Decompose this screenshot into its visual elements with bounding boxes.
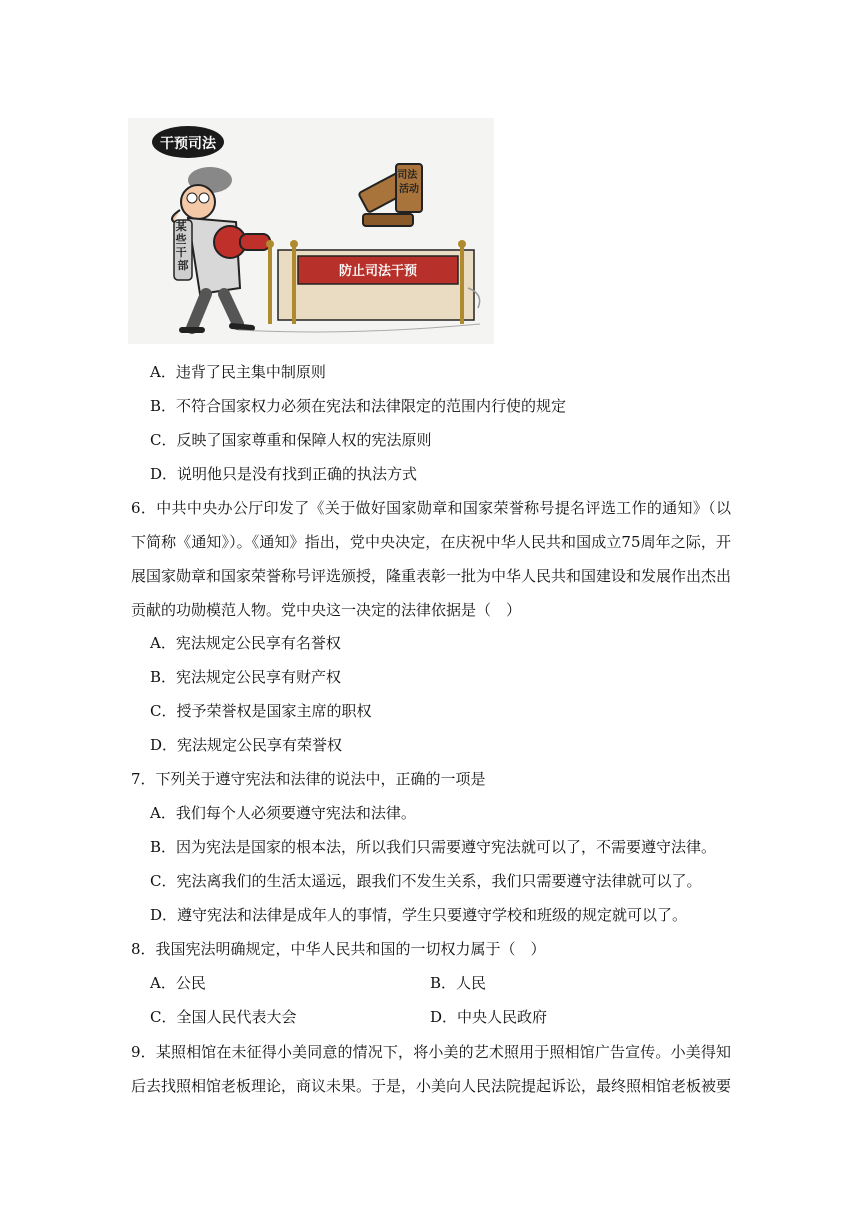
q8-stem: 8．我国宪法明确规定，中华人民共和国的一切权力属于（ ） xyxy=(131,940,546,958)
q6-option-a: A．宪法规定公民享有名誉权 xyxy=(150,634,341,652)
q5-option-a: A．违背了民主集中制原则 xyxy=(150,363,326,381)
q6-stem: 6．中共中央办公厅印发了《关于做好国家勋章和国家荣誉称号提名评选工作的通知》（以下简称《通知》）。《通知》指出，党中央决定，在庆祝中华人民共和国成立75周年之际，开展国家勋章和国家荣誉称号评选颁授，隆重表彰一批为中华人民共和国建设和发展作出杰出贡献的功勋模范人物。党中央这一决定的法律依据是（ ） xyxy=(131,499,732,619)
cartoon-illustration xyxy=(128,118,494,344)
q8-option-c: C．全国人民代表大会 xyxy=(150,1008,297,1026)
badge-text: 某 些 干 部 xyxy=(175,220,189,272)
q7-option-d: D．遵守宪法和法律是成年人的事情，学生只要遵守学校和班级的规定就可以了。 xyxy=(150,906,688,924)
q7-stem: 7．下列关于遵守宪法和法律的说法中，正确的一项是 xyxy=(131,770,486,788)
q7-option-c: C．宪法离我们的生活太遥远，跟我们不发生关系，我们只需要遵守法律就可以了。 xyxy=(150,872,702,890)
q7-option-a: A．我们每个人必须要遵守宪法和法律。 xyxy=(150,804,416,822)
q7-option-b: B．因为宪法是国家的根本法，所以我们只需要遵守宪法就可以了，不需要遵守法律。 xyxy=(150,838,717,856)
q5-option-b: B．不符合国家权力必须在宪法和法律限定的范围内行使的规定 xyxy=(150,397,567,415)
svg-text:司法 活动: 司法 活动 xyxy=(397,170,419,195)
q6-option-b: B．宪法规定公民享有财产权 xyxy=(150,668,342,686)
q5-option-c: C．反映了国家尊重和保障人权的宪法原则 xyxy=(150,431,432,449)
court-fence xyxy=(266,240,480,324)
q5-option-d: D．说明他只是没有找到正确的执法方式 xyxy=(150,465,418,483)
q6-option-c: C．授予荣誉权是国家主席的职权 xyxy=(150,702,372,720)
q9-stem: 9．某照相馆在未征得小美同意的情况下，将小美的艺术照用于照相馆广告宣传。小美得知后去找照相馆老板理论，商议未果。于是，小美向人民法院提起诉讼，最终照相馆老板被要 xyxy=(131,1043,732,1095)
banner-text: 防止司法干预 xyxy=(338,264,418,279)
q8-option-d: D．中央人民政府 xyxy=(430,1008,548,1026)
q8-option-b: B．人民 xyxy=(430,974,487,992)
q6-option-d: D．宪法规定公民享有荣誉权 xyxy=(150,736,343,754)
speech-bubble xyxy=(152,126,224,158)
bubble-text: 干预司法 xyxy=(160,136,216,152)
q8-option-a: A．公民 xyxy=(150,974,206,992)
